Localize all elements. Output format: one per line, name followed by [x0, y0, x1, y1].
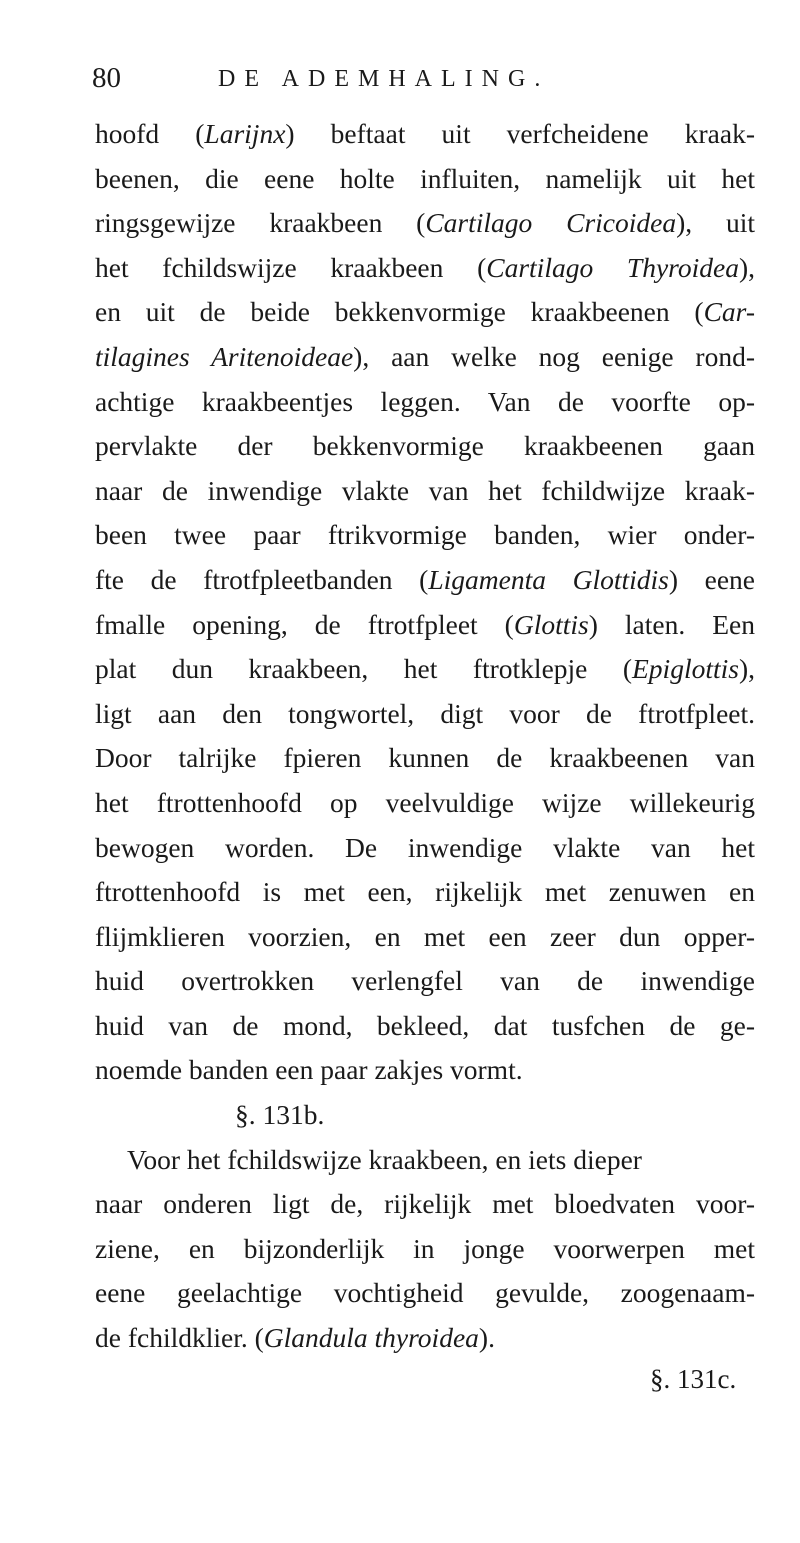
text-segment: de fchildklier. (: [95, 1322, 264, 1354]
latin-term: Epiglottis: [632, 653, 739, 685]
text-segment: eene geelachtige vochtigheid gevulde, zoogenaam-: [95, 1277, 755, 1309]
text-segment: ziene, en bijzonderlijk in jonge voorwerpen met: [95, 1232, 755, 1264]
text-line: [95, 1138, 755, 1183]
text-line: [95, 157, 755, 202]
text-segment: noemde banden een paar zakjes vormt.: [95, 1054, 523, 1086]
latin-term: Cartilago Thyroidea: [486, 251, 739, 283]
text-segment: Door talrijke fpieren kunnen de kraakbeenen van: [95, 742, 755, 774]
text-segment: beenen, die eene holte influiten, namelijk uit het: [95, 162, 755, 194]
text-segment: ) laten. Een: [588, 608, 755, 640]
latin-term: Glandula thyroidea: [263, 1322, 479, 1354]
text-line: [95, 1182, 755, 1227]
text-segment: bewogen worden. De inwendige vlakte van het: [95, 831, 755, 863]
section-heading: [95, 1093, 755, 1138]
catchword: §. 131c.: [650, 1364, 737, 1394]
text-segment: fte de ftrotfpleetbanden (: [95, 563, 429, 595]
text-segment: achtige kraakbeentjes leggen. Van de voorfte op-: [95, 385, 755, 417]
text-line: [95, 513, 755, 558]
text-line: [95, 469, 755, 514]
text-line: [95, 335, 755, 380]
page-header: [92, 62, 652, 102]
text-line: [95, 201, 755, 246]
text-segment: huid van de mond, bekleed, dat tusfchen de ge-: [95, 1009, 755, 1041]
body-text: [95, 112, 755, 1361]
text-segment: ringsgewijze kraakbeen (: [95, 207, 426, 239]
text-line: [95, 781, 755, 826]
text-line: [95, 1227, 755, 1272]
text-segment: het ftrottenhoofd op veelvuldige wijze willekeurig: [95, 786, 755, 818]
text-segment: ftrottenhoofd is met een, rijkelijk met zenuwen en: [95, 876, 755, 908]
text-line: [95, 826, 755, 871]
text-line: [95, 692, 755, 737]
page-number: 80: [92, 62, 121, 94]
text-segment: ) eene: [668, 563, 756, 595]
text-segment: plat dun kraakbeen, het ftrotklepje (: [95, 653, 632, 685]
text-line: [95, 290, 755, 335]
text-line: [95, 558, 755, 603]
text-segment: naar onderen ligt de, rijkelijk met bloedvaten voor-: [95, 1188, 755, 1220]
text-segment: ), uit: [676, 207, 755, 239]
text-line: [95, 1271, 755, 1316]
text-line: [95, 959, 755, 1004]
text-segment: ),: [738, 251, 755, 283]
text-line: [95, 424, 755, 469]
text-segment: been twee paar ftrikvormige banden, wier onder-: [95, 519, 755, 551]
text-segment: ) beftaat uit verfcheidene kraak-: [285, 118, 755, 149]
text-segment: Voor het fchildswijze kraakbeen, en iets dieper: [127, 1143, 642, 1175]
text-segment: ),: [738, 653, 755, 685]
latin-term: Car-: [703, 296, 755, 328]
text-line: [95, 647, 755, 692]
text-line: [95, 736, 755, 781]
text-segment: §. 131b.: [235, 1099, 325, 1131]
text-line: [95, 603, 755, 648]
latin-term: Cartilago Cricoidea: [425, 207, 677, 239]
text-line: [95, 1048, 755, 1093]
text-line: [95, 870, 755, 915]
text-line: [95, 112, 755, 157]
text-segment: pervlakte der bekkenvormige kraakbeenen gaan: [95, 430, 755, 462]
text-segment: fmalle opening, de ftrotfpleet (: [95, 608, 514, 640]
text-line: [95, 915, 755, 960]
text-segment: ligt aan den tongwortel, digt voor de ftrotfpleet.: [95, 697, 755, 729]
text-segment: hoofd (: [95, 118, 205, 149]
text-line: [95, 1004, 755, 1049]
text-line: [95, 380, 755, 425]
latin-term: Larijnx: [204, 118, 286, 149]
text-segment: ).: [478, 1322, 495, 1354]
text-segment: flijmklieren voorzien, en met een zeer dun opper-: [95, 920, 755, 952]
text-segment: huid overtrokken verlengfel van de inwendige: [95, 965, 755, 997]
running-title: DE ADEMHALING.: [218, 66, 550, 92]
text-segment: naar de inwendige vlakte van het fchildwijze kraak-: [95, 474, 755, 506]
latin-term: tilagines Aritenoideae: [95, 340, 354, 372]
text-segment: ), aan welke nog eenige rond-: [353, 340, 755, 372]
text-line: [95, 1316, 755, 1361]
latin-term: Ligamenta Glottidis: [428, 563, 669, 595]
latin-term: Glottis: [513, 608, 589, 640]
text-segment: het fchildswijze kraakbeen (: [95, 251, 487, 283]
text-line: [95, 246, 755, 291]
text-segment: en uit de beide bekkenvormige kraakbeenen (: [95, 296, 704, 328]
